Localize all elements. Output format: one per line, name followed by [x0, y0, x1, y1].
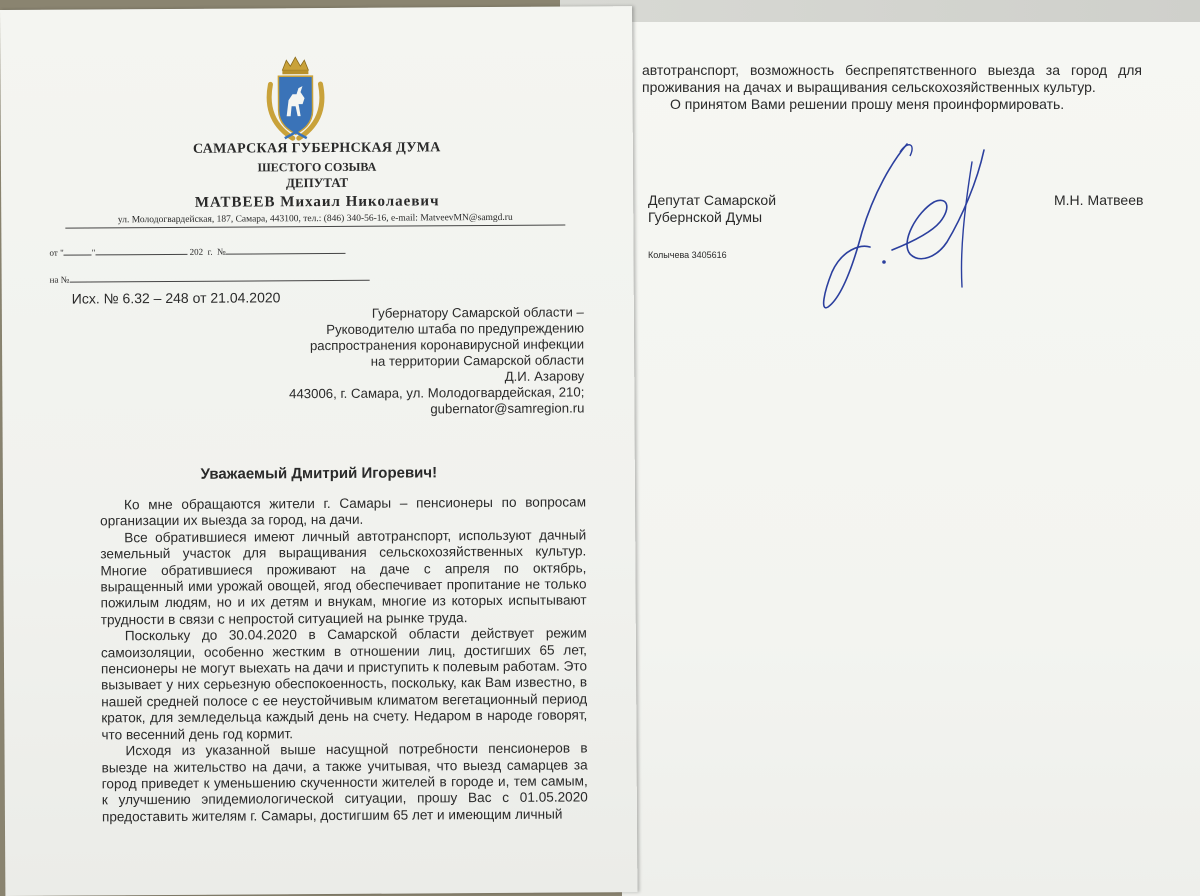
organization-name: САМАРСКАЯ ГУБЕРНСКАЯ ДУМА: [192, 140, 441, 157]
executor-note: Колычева 3405616: [648, 250, 727, 260]
reference-field-line: [50, 271, 370, 285]
continuation-paragraph-2: О принятом Вами решении прошу меня проинформировать.: [670, 96, 1065, 112]
date-field-line: [49, 244, 345, 258]
body-paragraph-1: Ко мне обращаются жители г. Самары – пенсионеры по вопросам организации их выезда за город, на дачи.: [100, 494, 587, 529]
signature-title-line-1: Депутат Самарской: [648, 192, 777, 208]
body-paragraph-3: Поскольку до 30.04.2020 в Самарской области действует режим самоизоляции, особенно жестким в отношении лиц, достигших 65 лет, пенсионеры не могут выехать на дачи и приступить к полевым работам. Это вызывает у них серьезную обеспокоенность, поскольку, как Вам известно, в нашей средней полосе с ее неустойчивым климатом вегетационный период краток, для земледельца каждый день на счету. Недаром в народе говорят, что весенний день год кормит.: [100, 625, 588, 743]
addressee-line: на территории Самарской области: [370, 352, 585, 369]
letterhead-contacts: ул. Молодогвардейская, 187, Самара, 443100, тел.: (846) 340-56-16, e-mail: MatveevMN@samgd.ru: [65, 213, 565, 229]
addressee-line: gubernator@samregion.ru: [430, 400, 585, 417]
addressee-block: [184, 304, 585, 418]
body-paragraph-4: Исходя из указанной выше насущной потребности пенсионеров в выезде на жительство на дачи, а также учитывая, что выезд самарцев за город приведет к уменьшению скученности жителей в городе и, тем самым, к улучшению эпидемиологической ситуации, прошу Вас с 01.05.2020 предоставить жителям г. Самары, достигшим 65 лет и имеющим личный: [101, 740, 588, 825]
date-g: г.: [207, 246, 213, 257]
addressee-line: Губернатору Самарской области –: [371, 304, 584, 321]
number-label: №: [217, 246, 226, 257]
continuation-text: [642, 62, 1142, 113]
addressee-line: Д.И. Азарову: [504, 368, 585, 384]
date-prefix: от ": [49, 247, 64, 258]
letter-body: [100, 494, 588, 825]
addressee-line: 443006, г. Самара, ул. Молодогвардейская, 210;: [289, 384, 585, 402]
convocation: ШЕСТОГО СОЗЫВА: [257, 159, 377, 175]
greeting: Уважаемый Дмитрий Игоревич!: [200, 464, 438, 483]
deputy-name: МАТВЕЕВ Михаил Николаевич: [194, 193, 440, 211]
date-mid: ": [91, 247, 96, 258]
body-paragraph-2: Все обратившиеся имеют личный автотранспорт, используют дачный земельный участок для выращивания сельскохозяйственных культур. Многие обратившиеся проживают на даче с апреля по октябрь, выращенный ими урожай овощей, ягод обеспечивает пропитание не только пожилым людям, но и их детям и внукам, многие из которых испытывают трудности в связи с непростой ситуацией на рынке труда.: [100, 527, 587, 628]
signature-title: [648, 192, 776, 226]
addressee-line: распространения коронавирусной инфекции: [309, 336, 585, 354]
letter-page-1: [0, 6, 637, 896]
reference-label: на №: [49, 274, 70, 285]
continuation-paragraph-1: автотранспорт, возможность беспрепятственного выезда за город для проживания на дачах и выращивания сельскохозяйственных культур.: [642, 62, 1142, 95]
addressee-line: Руководителю штаба по предупреждению: [326, 320, 584, 338]
date-year: 202: [189, 246, 204, 257]
rank-title: ДЕПУТАТ: [285, 174, 349, 191]
letter-page-2: [622, 22, 1200, 896]
outgoing-number: Исх. № 6.32 – 248 от 21.04.2020: [71, 289, 281, 307]
coat-of-arms-emblem: [262, 54, 329, 142]
signer-name: М.Н. Матвеев: [1054, 192, 1144, 208]
handwritten-signature: [812, 122, 992, 322]
signature-title-line-2: Губернской Думы: [648, 209, 763, 225]
